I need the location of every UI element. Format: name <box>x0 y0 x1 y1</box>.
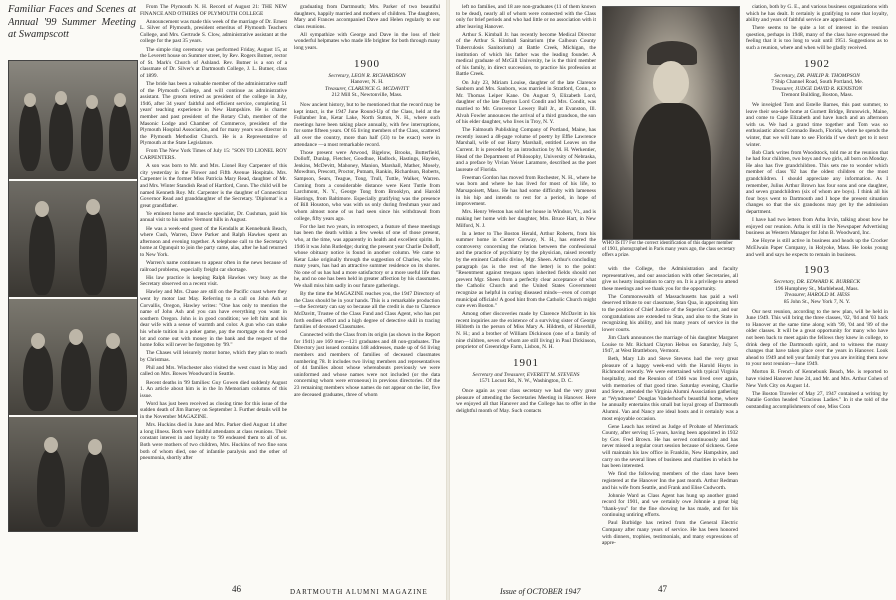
page-number-left: 46 <box>232 584 241 594</box>
paragraph: Now ancient history, but to be mentioned that the record may be kept intact, is the 1947 June Round-Up of the Class, held at the Fullamber Inn, Ketar Lake, North Sutton, N. H., where such meetings have been taking place annually, with few interruptions, for some fifteen years. Of 65 living members of the Class, scattered all over the country, more than half (33) to be exact) were in attendance —a most remarkable record. <box>294 102 440 148</box>
right-column-3 <box>746 4 888 584</box>
class-1902-treasurer-address: Tremont Building, Boston, Mass. <box>781 92 853 99</box>
class-1902-secretary: Secretary, DR. PHILIP R. THOMPSON <box>774 72 860 79</box>
class-1902-secretary-address: 7 Ship Channel Road, South Portland, Me. <box>770 79 864 86</box>
right-column-3-top-text <box>746 4 888 52</box>
paragraph: Gene Leach has retired as Judge of Probate of Merrimack County, after serving 15 years, having been appointed in 1932 by Gov. Fred Brown. He has served continuously and has never missed a regular court session because of sickness. Gene will maintain his law office in Franklin, New Hampshire, and carry on the several lines of business and charities in which he has been interested. <box>602 423 738 470</box>
paragraph: Arthur S. Kimball Jr. has recently become Medical Director of the Arthur S. Kimball Sanitarium (the Calhoun County Tuberculosis Sanitorium) at Battle Creek, Michigan, the institution of which his father was the leading founder. A medical graduate of McGill University, he is the third member of his family, in direct succession, to practice his profession at Battle Creek. <box>456 31 596 78</box>
photo-group-panel <box>9 61 137 181</box>
paragraph: Among other discoveries made by Clarence McDavitt in his recent inquiries are the existence of a surviving sister of George Hildreth in the person of Miss Mary A. Hildreth, of Haverhill, N. H.; and a brother of William Dickinson (one of a family of nine children, seven of whom are still living) in Paul Dickinson, proprietor of Greenridge Farm, Lisbon, N. H. <box>456 311 596 351</box>
page-number-right: 47 <box>658 584 667 594</box>
photo-standing-panel <box>9 181 137 299</box>
paragraph: Word has just been received as closing time for this issue of the sudden death of Jim Barney on September 3. Further details will be in the November MAGAZINE. <box>140 400 287 421</box>
paragraph: Mrs. Huckins died in June and Mrs. Parker died August 14 after a long illness. Both were faithful attendants at class reunions. Their constant interest in and loyalty to '99 endeared them to all of us. Both were mothers of two children, Mrs. Huckins of two fine sons both of whom died, one of infantile paralysis and the other of pneumonia, shortly after <box>140 422 287 462</box>
class-1903-treasurer-address: 85 John St., New York 7, N. Y. <box>783 298 851 305</box>
paragraph: The Commonwealth of Massachusetts has paid a well deserved tribute to our classmate, Stan Qua, in appointing him to the position of Chief Justice of the Superior Court, and our congratulations are extended to Stan, and also to the State in recognizing his ability, and his many years of service in the lower courts. <box>602 293 738 333</box>
paragraph: From The New York Times of July 15: "SON TO LIONEL ROY CARPENTERS. <box>140 148 287 162</box>
right-column-2 <box>602 266 738 584</box>
class-1903-treasurer: Treasurer, HAROLD M. HESS <box>784 292 850 299</box>
reunion-photo-collage <box>8 60 138 532</box>
portrait-caption: WHO IS IT? For the correct identification of this dapper member of 1901, photographed in Paris many years ago, the class secretary offers a prize. <box>602 241 736 258</box>
left-page <box>0 0 446 600</box>
paragraph: with the College, the Administration and faculty representatives, and our association with other Secretaries, all give us hearty inspiration to carry on. It is a privilege to attend these meetings and we thank you for the opportunity. <box>602 266 738 292</box>
paragraph: Our next reunion, according to the new plan, will be held in June 1949. This will bring the three classes, '02, '04 and '03 back to Hanover at the same time along with '99, '04 and '89 of the older classes. It will be a great opportunity for many who have not been back to meet again the fellows they knew in college, to drink deep of the Dartmouth spirit, and to witness the many changes that have taken place over the years in Hanover. Look ahead to 1949 and tell your family that you are inviting them now to your next reunion—June 1949. <box>746 308 888 368</box>
left-column-2 <box>294 4 440 584</box>
right-page <box>450 0 896 600</box>
paragraph: Morton B. French of Kennebunk Beach, Me. is reported to have visited Hanover June 24, and Mr. and Mrs. Arthur Cohen of New York City on August 14. <box>746 369 888 389</box>
feature-title-block <box>8 4 136 43</box>
paragraph: Ye eminent horse and muscle specialist, Dr. Cushman, paid his annual visit to his native Vermont hills in August. <box>140 210 287 224</box>
paragraph: Recent deaths in '99 families: Guy Gowen died suddenly August 1. An article about him is in the In Memoriam columns of this issue. <box>140 379 287 399</box>
paragraph: Warren's name continues to appear often in the news because of railroad problems, especially freight car shortage. <box>140 259 287 273</box>
class-1901-text <box>456 388 596 414</box>
left-column-2-text <box>294 4 440 52</box>
right-column-2-text <box>602 266 738 547</box>
paragraph: There seems to be quite a lot of interest in the reunion question, perhaps in 1948, many of the class have expressed the feeling that it is too long to wait until 1951. Suggestions as to such a reunion, where and when will be gladly received. <box>746 25 888 52</box>
paragraph: The simple ring ceremony was performed Friday, August 15, at the Leverett house on Summer street, by Rev. Rogers Butner, rector of St. Mark's Church of Ashland. Rev. Butner is a son of a classmate of Dr. Silver's at Dartmouth College, J. L. Butner, class of 1899. <box>140 46 287 79</box>
paragraph: The Falmouth Publishing Company of Portland, Maine, has recently issued a 48-page volume of poetry by Effie Lawrence Marshall, wife of our Harry Marshall, entitled Leaves on the Current. It is preceded by an introduction by M. H. Werkentier, Head of the Department of Philosophy, University of Nebraska, and a preface by Vivian Yeiser Laramore, described as the poet laureate of Florida. <box>456 127 596 173</box>
paragraph: ciation, both by G. E., and various business organizations with which he has dealt. It certainly is gratifying to note that loyalty, ability and years of faithful service are appreciated. <box>746 4 888 24</box>
class-1903-heading: 1903 <box>804 264 830 277</box>
class-1902-text <box>746 102 888 258</box>
class-1900-treasurer-address: 212 Mill St., Newtonville, Mass. <box>331 92 403 99</box>
paragraph: I have had two letters from Arba Irvin, talking about how he enjoyed our reunion. Arba is still in the Newspaper Advertising business as Western Manager for John B. Woodward, Inc. <box>746 217 888 237</box>
paragraph: We find the following members of the class have been registered at the Hanover Inn the past month. Arthur Redman and his wife from Seattle, and Frank and Elise Cudworth. <box>602 471 738 491</box>
right-column-1 <box>456 4 596 584</box>
class-1900-secretary: Secretary, LEON R. RICHARDSON <box>328 72 406 79</box>
who-is-it-portrait <box>602 6 740 240</box>
feature-title: Familiar Faces and Scenes at Annual '99 Summer Meeting at Swampscott <box>8 4 136 40</box>
paragraph: Connected with the Class from its origin (as shown in the Report for 1941) are 169 men—121 graduates and 48 non-graduates. The Directory just issued contains 148 addresses, made up of 64 living members and members of families of deceased classmates numbering 78. It includes two living members and representatives of 44 families about whose whereabouts previously we were uninformed and whose names were not included (or the data concerning whom were erroneous) in previous directories. Of the 23 remaining members whose names do not appear on the list, five are deceased graduates, three of whom <box>294 332 440 398</box>
paragraph: The Boston Traveler of May 27, 1947 contained a writing by Natalie Gordon headed "Gracious Ladies." In it she told of the outstanding accomplishments of one, Miss Cora <box>746 390 888 410</box>
paragraph: graduating from Dartmouth; Mrs. Parker of two beautiful daughters, happily married and mothers of children. The daughters, Mary and Frances accompanied Dave and Helen regularly to our class reunions. <box>294 4 440 30</box>
left-column-1 <box>140 4 287 584</box>
paragraph: We inveigled Tom and Estelle Barnes, this past summer, to leave their sea-side home at Gurnett Bridge, Brunswick, Maine, and come to Cape Elizabeth and have lunch and an afternoon with us. We had a grand time together and Tom was so enthusiastic about Coronado Beach, Florida, where he spends the winter, that we will hate to see Florida if we don't get to it next winter. <box>746 102 888 148</box>
paragraph: Jim Clark announces the marriage of his daughter Margaret Louise to Mr. Richard Clayton Hebus on Saturday, July 5, 1947, at West Brattleboro, Vermont. <box>602 334 738 355</box>
paragraph: Phil and Mrs. Winchester also visited the west coast in May and called on Mrs. Bowes Woodward in Seattle. <box>140 364 287 378</box>
paragraph: Johnnie Ward as Class Agent has hung up another grand record for 1901, and we certainly owe Johnnie a great big "thank-you" for the fine showing he has made, and for his continuing untiring efforts. <box>602 492 738 519</box>
paragraph: Announcement was made this week of the marriage of Dr. Ernest L. Silver of Plymouth, president emeritus of Plymouth Teachers College, and Mrs. Gertrude S. Clow, administrative assistant at the college for the past 35 years. <box>140 18 287 45</box>
paragraph: Once again as your class secretary we had the very great pleasure of attending the Secretaries Meeting in Hanover. Here we enjoyed all that Hanover and the College has to offer in the delightful month of May. Such contacts <box>456 387 596 414</box>
paragraph: All sympathize with George and Dave in the loss of their wonderful helpmates who made life brighter for both through many long years. <box>294 31 440 52</box>
paragraph: He was a week-end guest of the Kendalls at Kennebunk Beach, where Cush, Warren, Dave Parker and Ralph Hawkes spent an afternoon and evening together. A telephone call to the Secretary's home at Ogunquit to join the party came, alas, after he had returned to New York. <box>140 225 287 258</box>
paragraph: A son was born to Mr. and Mrs. Lionel Roy Carpenter of this city yesterday in the Flower and Fifth Avenue Hospitals. Mrs. Carpenter is the former Miss Patricia Mary Read, daughter of Mr. and Mrs. Winter Standish Read of Hartford, Conn. The child will be named Kenneth Roy. Mr. Carpenter is the daughter of Connecticut Governor Read and granddaughter of the Secretary. 'Diplomat' is a great grandfather. <box>140 163 287 209</box>
paragraph: Beth, Mary Lib and Steve Stevens had the very great pleasure of a happy week-end with the Harold Hoyts in Richmond recently. We were entertained with typical Virginia hospitality, and the Reunion of 1946 was lived over again, with memories of that good time. Saturday evening, Charlie and Steve, attended the Virginia Alumni Association gathering at "Wyndmere" Douglas Vanderhoof's beautiful home, where he annually entertains this small but loyal group of Dartmouth Alumni. Van and Nancy are ideal hosts and it certainly was a most enjoyable occasion. <box>602 356 738 422</box>
paragraph: Joe Hoyne is still active in business and heads up the Crocker McElwain Paper Company, in Holyoke, Mass. He looks young and well and says he expects to remain in business. <box>746 238 888 258</box>
class-1901-secretary: Secretary and Treasurer, EVERETT M. STEVENS <box>472 371 580 378</box>
paragraph: On July 23, Miriam Louise, daughter of the late Clarence Sanborn and Mrs. Sanborn, was married in Stratford, Conn., to Mr. Thomas Leiper Kane. On August 9, Elizabeth Lord, daughter of the late Dayton Lord Condit and Mrs. Condit, was married to Mr. Grosvenor Lowery Ball Jr., at Evanston, Ill. Alvah Fowler announces the arrival of a third grandson, the son of his elder daughter, who lives in Troy, N. Y. <box>456 79 596 126</box>
class-1900-secretary-address: Hanover, N. H. <box>350 79 384 86</box>
paragraph: Those present were Atwood, Bigelow, Brooks, Butterfield, Dolloff, Dunlap, Fletcher, Goodhue, Hadlock, Hastings, Hayden, Jenkins, McDevitt, Mahoney, Manion, Marshall, Mather, Mosely, Mowdton, Prescott, Proctor, Putnam, Rankin, Richardson, Roberts, Sampson, Sears, Teague, Tong, Trull, Tuttle, Walker, Warren. Coming from a considerable distance were Kent Tuttle from Larchmont, N. Y., George Tong from Brooklyn, and Harold Hastings, from Baltimore. Especially gratifying was the presence of Bill Houston, who was with us only during freshman year and whom almost none of us had seen since his withdrawal from college, fifty years ago. <box>294 149 440 222</box>
class-1902-heading: 1902 <box>804 57 830 70</box>
class-1901-heading: 1901 <box>513 356 539 369</box>
class-1901-secretary-address: 1571 Locust Rd., N. W., Washington, D. C. <box>479 378 573 385</box>
photo-couple-panel <box>9 417 137 531</box>
paragraph: For the last two years, in retrospect, a feature of these meetings has been the death within a few weeks of one of those present, who, at the time, was apparently in health and excellent spirits. In 1946 it was John Rutledge; during the present year Charlie Dolloff, whose obituary notice is found in another column. We came to Ketar Lake originally through the suggestion of Charles, who for many years, has had an attractive summer residence on its shores. No one of us has had a more satisfactory or a more useful life than he, and no one has been held in greater affection by his classmates. We shall miss him sadly in our future gatherings. <box>294 223 440 290</box>
paragraph: Bob Clark writes from Woodstock, told me at the reunion that he had four children, two boys and two girls, all born on Monday. He also has five grandchildren. This sets me to wonder which member of class '02 has the oldest children or the most grandchildren. I should appreciate any information. As I remember, Julius Arthur Brown has four sons and one daughter, and seven grandchildren (six of whom are boys). I think all his four boys went to Dartmouth and I hope the present situation changes so that the six grandsons may get by the admission department. <box>746 149 888 216</box>
class-1900-treasurer: Treasurer, CLARENCE G. MCDAVITT <box>325 85 409 92</box>
footer-magazine-name: DARTMOUTH ALUMNI MAGAZINE <box>290 588 428 596</box>
right-column-1-text <box>456 4 596 351</box>
paragraph: Mrs. Henry Weston has sold her house in Windsor, Vt., and is making her home with her daughter, Mrs. Bruce Hart, in New Milford, N. J. <box>456 209 596 229</box>
class-1902-treasurer: Treasurer, JUDGE DAVID R. KENISTON <box>771 85 863 92</box>
class-1903-text <box>746 309 888 411</box>
paragraph: His law practice is keeping Ralph Hawkes very busy as the Secretary observed on a recent visit. <box>140 274 287 288</box>
paragraph: Paul Burbidge has retired from the General Electric Company after many years of service. He has been honored with dinners, trophies, testimonials, and many expressions of appre- <box>602 520 738 547</box>
class-1903-secretary-address: 196 Humphrey St., Marblehead, Mass. <box>775 285 859 292</box>
paragraph: The Chases will leisurely motor home, which they plan to reach by Christmas. <box>140 350 287 363</box>
class-1900-heading: 1900 <box>354 57 380 70</box>
photo-seated-panel <box>9 299 137 417</box>
footer-issue: Issue of OCTOBER 1947 <box>500 587 581 596</box>
paragraph: The bride has been a valuable member of the administrative staff of the Plymouth College, and will continue as administrative assistant. The groom retired as president of the college in July, 1946, after 34 years' faithful and efficient service, completing 51 years' teaching experience in New Hampshire. He is charter member and past president of the Rotary Club, member of the Masonic Lodge and Chamber of Commerce, president of the Plymouth Hospital Association, and for many years was director in the Plymouth Methodist Church. He is a Representative of Plymouth at the State Legislature. <box>140 81 287 147</box>
paragraph: From The Plymouth N. H. Record of August 21: THE NEW FINANCE AND OTHERS OF PLYMOUTH COLLEGE <box>140 4 287 17</box>
left-column-1-text <box>140 4 287 462</box>
paragraph: Freeman Gordon has moved from Rochester, N. H., where he was born and where he has lived for most of his life, to Marsapoisett, Mass. He has had some difficulty with lameness in his hip and intends to rest for a period, in hope of improvement. <box>456 174 596 208</box>
paragraph: By the time the MAGAZINE reaches you, the 1947 Directory of the Class should be in your hands. This is a remarkable production—the Secretary can say so because all the credit is due to Clarence McDavitt, Trustee of the Class Fund and Class Agent, who has put forth endless effort and a high degree of detective skill in tracing families of deceased Classmates. <box>294 291 440 331</box>
paragraph: In a letter to The Boston Herald, Arthur Roberts, from his summer home in Center Conway, N. H., has entered the controversy concerning the relation between the confessional and the practice of psychiatry by the physician, raised recently by the eminent Catholic divine, Mgr. Sheen. Arthur's concluding paragraph (as is the rest of the letter) is to the point: "Resentment against trespass upon inherited fields should not prevent Mgr. Sheen from a perfectly clear acceptance of what the Catholic Church and the United States Government recognize as helpful in curing diseased minds—even of corrupt municipal officials! A good hint from the Catholic Church might cure even Boston." <box>456 230 596 310</box>
class-1903-secretary: Secretary, DR. EDWARD K. BURBECK <box>773 279 861 286</box>
class-1900-text <box>294 102 440 398</box>
paragraph: left no families, and 18 are non-graduates (11 of them known to be dead), nearly all of whom were connected with the Class only for brief periods and who had little or no association with it after leaving Hanover. <box>456 4 596 30</box>
paragraph: Hawley and Mrs. Chase are still on the Pacific coast where they went by motor last May. Referring to a call on John Ash at Corvallis, Oregon, Hawley writes: "One has only to mention the name of John Ash and you can have everything you want in southern Oregon. John is in good condition; we left him and his dear wife with a sense of warmth and color. A gun who can stake his whole tuition in a poker game, pay the mortgage on the wood lot and come out with money in the bank and the respect of the home folks will never be forgotten by '99." <box>140 289 287 349</box>
